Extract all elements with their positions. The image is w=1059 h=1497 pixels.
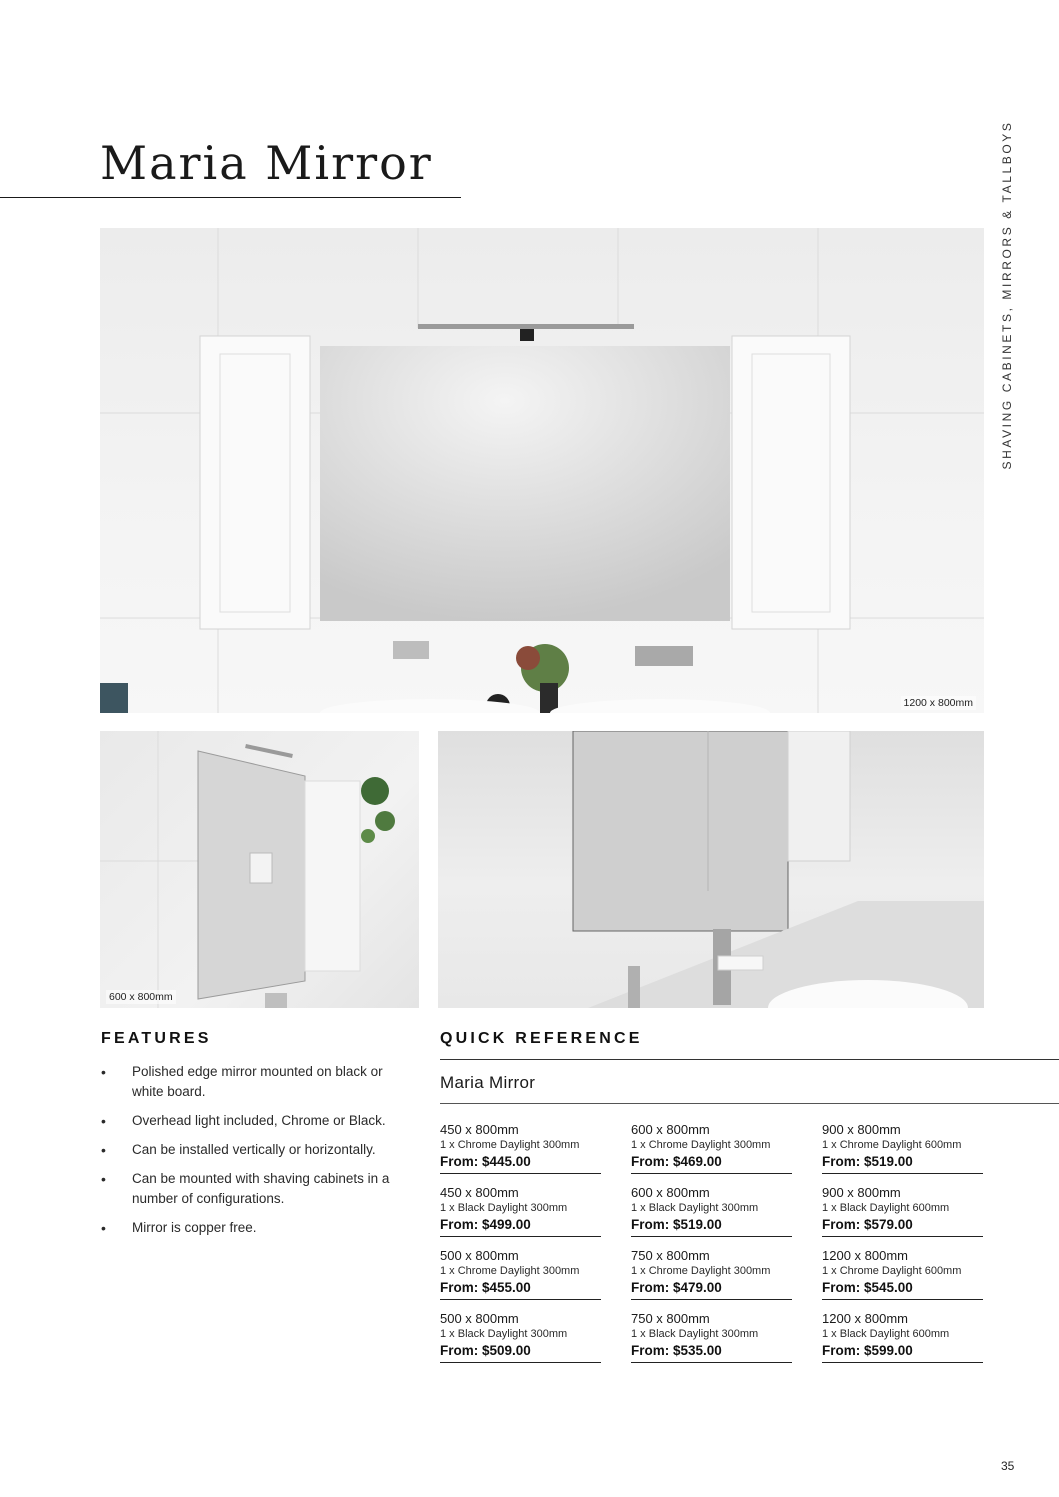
card-price: From: $545.00 [822,1280,913,1295]
price-card [631,1310,792,1363]
card-light: 1 x Chrome Daylight 300mm [631,1265,771,1277]
card-size: 900 x 800mm [822,1122,901,1137]
feature-item: • Mirror is copper free. [101,1220,257,1236]
price-card [631,1247,792,1300]
bullet-icon: • [101,1142,106,1158]
bullet-icon: • [101,1064,106,1080]
quick-reference-product-name: Maria Mirror [440,1073,536,1092]
features-heading: FEATURES [101,1030,212,1047]
detail-product-photo [438,731,984,1008]
detail-photo-illustration [438,731,984,1008]
card-size: 1200 x 800mm [822,1311,908,1326]
card-price: From: $499.00 [440,1217,531,1232]
quick-reference-grid [440,1121,985,1363]
main-photo-illustration [100,228,984,713]
card-size: 1200 x 800mm [822,1248,908,1263]
quick-reference-rule [440,1059,1059,1060]
price-card [631,1121,792,1174]
price-card [631,1184,792,1237]
card-price: From: $479.00 [631,1280,722,1295]
main-product-photo [100,228,984,713]
card-price: From: $469.00 [631,1154,722,1169]
page-number: 35 [1001,1459,1015,1473]
side-photo-caption: 600 x 800mm [106,990,176,1004]
bullet-icon: • [101,1113,106,1129]
card-light: 1 x Chrome Daylight 300mm [440,1139,580,1151]
card-light: 1 x Black Daylight 300mm [440,1202,568,1214]
card-price: From: $535.00 [631,1343,722,1358]
card-price: From: $579.00 [822,1217,913,1232]
card-price: From: $509.00 [440,1343,531,1358]
card-light: 1 x Black Daylight 300mm [440,1328,568,1340]
features-list [101,1062,411,1247]
feature-item: • Can be mounted with shaving cabinets in a number of configurations. [101,1171,390,1206]
card-price: From: $455.00 [440,1280,531,1295]
price-card [822,1310,983,1363]
price-card [822,1247,983,1300]
price-card [440,1310,601,1363]
bullet-icon: • [101,1171,106,1187]
price-card [440,1121,601,1174]
price-card [822,1121,983,1174]
card-light: 1 x Black Daylight 300mm [631,1202,759,1214]
card-size: 600 x 800mm [631,1122,710,1137]
feature-item: • Can be installed vertically or horizontally. [101,1142,376,1158]
card-light: 1 x Chrome Daylight 600mm [822,1265,962,1277]
side-product-photo [100,731,419,1008]
card-size: 900 x 800mm [822,1185,901,1200]
card-light: 1 x Black Daylight 600mm [822,1328,950,1340]
product-name-rule [440,1103,1059,1104]
card-size: 450 x 800mm [440,1122,519,1137]
price-card [440,1247,601,1300]
card-light: 1 x Black Daylight 600mm [822,1202,950,1214]
card-light: 1 x Black Daylight 300mm [631,1328,759,1340]
card-light: 1 x Chrome Daylight 300mm [440,1265,580,1277]
page-title: Maria Mirror [100,136,433,190]
card-price: From: $445.00 [440,1154,531,1169]
card-size: 750 x 800mm [631,1248,710,1263]
card-price: From: $599.00 [822,1343,913,1358]
section-side-label: SHAVING CABINETS, MIRRORS & TALLBOYS [1000,120,1014,470]
card-size: 500 x 800mm [440,1311,519,1326]
title-rule [0,197,461,198]
card-price: From: $519.00 [822,1154,913,1169]
card-size: 500 x 800mm [440,1248,519,1263]
feature-item: • Overhead light included, Chrome or Black. [101,1113,386,1129]
price-card [440,1184,601,1237]
card-size: 600 x 800mm [631,1185,710,1200]
card-size: 450 x 800mm [440,1185,519,1200]
price-card [822,1184,983,1237]
card-price: From: $519.00 [631,1217,722,1232]
card-size: 750 x 800mm [631,1311,710,1326]
main-photo-caption: 1200 x 800mm [901,696,976,710]
side-photo-illustration [100,731,419,1008]
quick-reference-heading: QUICK REFERENCE [440,1030,643,1047]
card-light: 1 x Chrome Daylight 600mm [822,1139,962,1151]
card-light: 1 x Chrome Daylight 300mm [631,1139,771,1151]
bullet-icon: • [101,1220,106,1236]
feature-item: • Polished edge mirror mounted on black or white board. [101,1064,383,1099]
